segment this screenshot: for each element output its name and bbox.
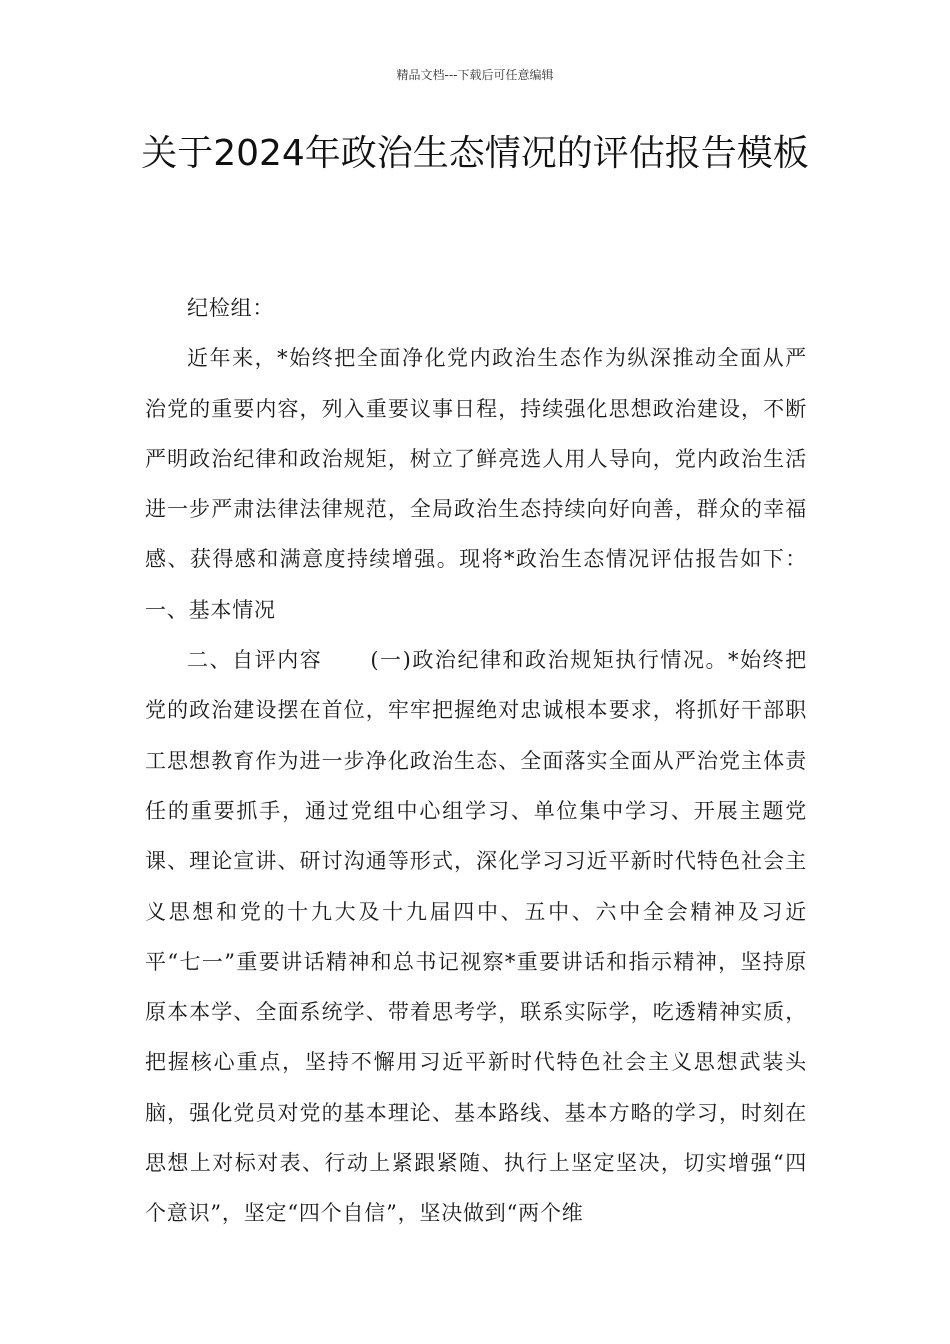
section-heading: 二、自评内容 — [187, 648, 323, 673]
document-body — [145, 283, 807, 1239]
paragraph-self-evaluation — [145, 635, 807, 1239]
header-note: 精品文档---下载后可任意编辑 — [396, 68, 554, 82]
salutation: 纪检组： — [187, 296, 275, 320]
paragraph-intro: 近年来，*始终把全面净化党内政治生态作为纵深推动全面从严治党的重要内容，列入重要议事日程，持续强化思想政治建设，不断严明政治纪律和政治规矩，树立了鲜亮选人用人导向，党内政治生活进一步严肃法律法律规范，全局政治生态持续向好向善，群众的幸福感、获得感和满意度持续增强。现将*政治生态情况评估报告如下：一、基本情况 — [145, 346, 807, 622]
section-content: (一)政治纪律和政治规矩执行情况。*始终把党的政治建设摆在首位，牢牢把握绝对忠诚根本要求，将抓好干部职工思想教育作为进一步净化政治生态、全面落实全面从严治党主体责任的重要抓手，通过党组中心组学习、单位集中学习、开展主题党课、理论宣讲、研讨沟通等形式，深化学习习近平新时代特色社会主义思想和党的十九大及十九届四中、五中、六中全会精神及习近平“七一”重要讲话精神和总书记视察*重要讲话和指示精神，坚持原原本本学、全面系统学、带着思考学，联系实际学，吃透精神实质，把握核心重点，坚持不懈用习近平新时代特色社会主义思想武装头脑，强化党员对党的基本理论、基本路线、基本方略的学习，时刻在思想上对标对表、行动上紧跟紧随、执行上坚定坚决，切实增强“四个意识”，坚定“四个自信”，坚决做到“两个维 — [145, 648, 807, 1226]
document-title: 关于2024年政治生态情况的评估报告模板 — [141, 133, 809, 174]
